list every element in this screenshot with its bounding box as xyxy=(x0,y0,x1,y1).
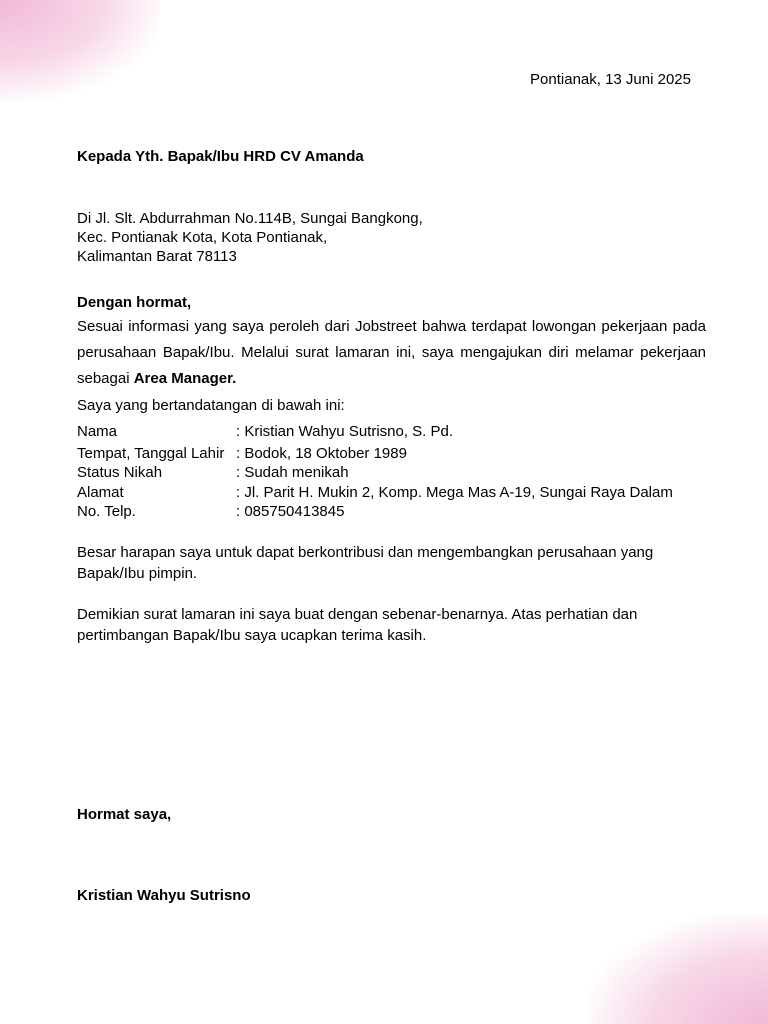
detail-label: Tempat, Tanggal Lahir xyxy=(77,445,225,462)
detail-value: : Bodok, 18 Oktober 1989 xyxy=(236,445,407,462)
signer-name: Kristian Wahyu Sutrisno xyxy=(77,887,251,904)
detail-row xyxy=(77,463,349,482)
detail-label: Nama xyxy=(77,423,118,440)
opening-text: Sesuai informasi yang saya peroleh dari Jobstreet bahwa terdapat lowongan pekerjaan pada perusahaan Bapak/Ibu. Melalui surat lamaran ini, saya mengajukan diri melamar pekerjaan sebagai xyxy=(77,318,706,387)
opening-paragraph xyxy=(77,314,706,392)
decorative-corner-top-left xyxy=(0,0,160,100)
place-date: Pontianak, 13 Juni 2025 xyxy=(530,71,691,88)
detail-value: : Kristian Wahyu Sutrisno, S. Pd. xyxy=(236,423,454,440)
detail-value: : 085750413845 xyxy=(236,503,345,520)
decorative-corner-bottom-right xyxy=(588,914,768,1024)
detail-label: Status Nikah xyxy=(77,464,163,481)
applied-position: Area Manager. xyxy=(133,370,237,387)
detail-value: : Jl. Parit H. Mukin 2, Komp. Mega Mas A-19, Sungai Raya Dalam xyxy=(236,484,673,501)
closing-paragraph: Demikian surat lamaran ini saya buat dengan sebenar-benarnya. Atas perhatian dan pertimbangan Bapak/Ibu saya ucapkan terima kasih. xyxy=(77,606,638,644)
sign-off: Hormat saya, xyxy=(77,806,172,823)
hope-paragraph: Besar harapan saya untuk dapat berkontribusi dan mengembangkan perusahaan yang Bapak/Ibu pimpin. xyxy=(77,544,654,582)
detail-value: : Sudah menikah xyxy=(236,464,349,481)
detail-label: Alamat xyxy=(77,484,124,501)
address-line: Kalimantan Barat 78113 xyxy=(77,248,237,265)
detail-row xyxy=(77,422,453,441)
greeting: Dengan hormat, xyxy=(77,294,192,311)
detail-row xyxy=(77,483,673,502)
detail-label: No. Telp. xyxy=(77,503,136,520)
recipient-line: Kepada Yth. Bapak/Ibu HRD CV Amanda xyxy=(77,148,364,165)
detail-row xyxy=(77,502,344,521)
detail-row xyxy=(77,444,407,463)
address-line: Kec. Pontianak Kota, Kota Pontianak, xyxy=(77,229,328,246)
address-line: Di Jl. Slt. Abdurrahman No.114B, Sungai Bangkong, xyxy=(77,210,423,227)
details-intro: Saya yang bertandatangan di bawah ini: xyxy=(77,397,345,414)
